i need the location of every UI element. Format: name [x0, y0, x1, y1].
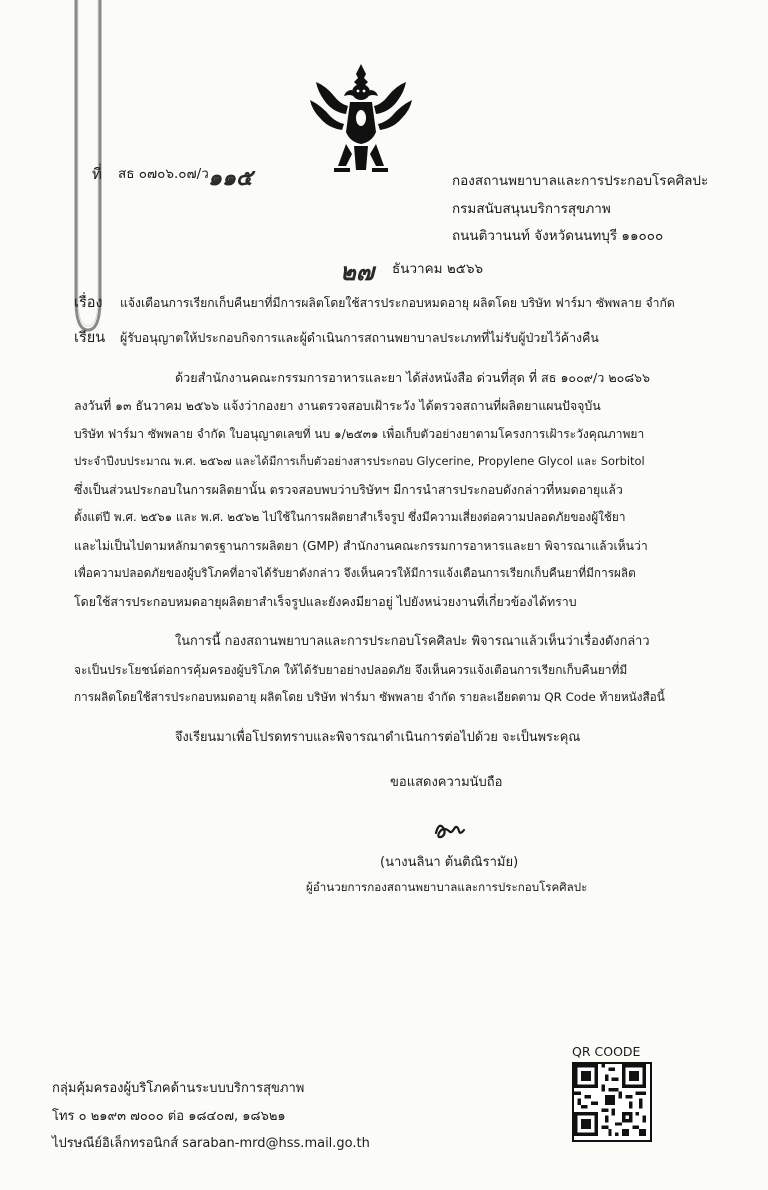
- org-line-2: กรมสนับสนุนบริการสุขภาพ: [452, 201, 611, 217]
- para1-line-2: ลงวันที่ ๑๓ ธันวาคม ๒๕๖๖ แจ้งว่ากองยา งานตรวจสอบเฝ้าระวัง ได้ตรวจสถานที่ผลิตยาแผนปัจจุบัน: [74, 398, 601, 413]
- para1-line-4: ประจำปีงบประมาณ พ.ศ. ๒๕๖๗ และได้มีการเก็บตัวอย่างสารประกอบ Glycerine, Propylene Glycol และ Sorbitol: [74, 454, 645, 468]
- subject-text: แจ้งเตือนการเรียกเก็บคืนยาที่มีการผลิตโดยใช้สารประกอบหมดอายุ ผลิตโดย บริษัท ฟาร์มา ซัพพลาย จำกัด: [120, 296, 675, 310]
- ref-label: ที่: [92, 165, 102, 183]
- garuda-emblem-icon: [306, 60, 416, 180]
- para1-line-8: เพื่อความปลอดภัยของผู้บริโภคที่อาจได้รับยาดังกล่าว จึงเห็นควรให้มีการแจ้งเตือนการเรียกเก็บคืนยาที่มีการผลิต: [74, 566, 636, 580]
- para1-line-6: ตั้งแต่ปี พ.ศ. ๒๕๖๑ และ พ.ศ. ๒๕๖๒ ไปใช้ในการผลิตยาสำเร็จรูป ซึ่งมีความเสี่ยงต่อความปลอดภัยของผู้ใช้ยา: [74, 510, 626, 524]
- qr-code-icon: [574, 1064, 646, 1136]
- para1-line-5: ซึ่งเป็นส่วนประกอบในการผลิตยานั้น ตรวจสอบพบว่าบริษัทฯ มีการนำสารประกอบดังกล่าวที่หมดอายุแล้ว: [74, 482, 623, 497]
- org-line-1: กองสถานพยาบาลและการประกอบโรคศิลปะ: [452, 173, 709, 189]
- signature-mark: [433, 816, 467, 842]
- para1-line-1: ด้วยสำนักงานคณะกรรมการอาหารและยา ได้ส่งหนังสือ ด่วนที่สุด ที่ สธ ๑๐๐๙/ว ๒๐๘๖๖: [175, 370, 651, 385]
- para2-line-1: ในการนี้ กองสถานพยาบาลและการประกอบโรคศิลปะ พิจารณาแล้วเห็นว่าเรื่องดังกล่าว: [175, 634, 650, 649]
- footer-email: ไปรษณีย์อิเล็กทรอนิกส์ saraban-mrd@hss.mail.go.th: [52, 1136, 370, 1151]
- footer-phone: โทร ๐ ๒๑๙๓ ๗๐๐๐ ต่อ ๑๘๔๐๗, ๑๘๖๒๑: [52, 1109, 286, 1124]
- para1-line-7: และไม่เป็นไปตามหลักมาตรฐานการผลิตยา (GMP) สำนักงานคณะกรรมการอาหารและยา พิจารณาแล้วเห็นว่า: [74, 539, 648, 553]
- footer-dept: กลุ่มคุ้มครองผู้บริโภคด้านระบบบริการสุขภาพ: [52, 1081, 305, 1096]
- to-text: ผู้รับอนุญาตให้ประกอบกิจการและผู้ดำเนินการสถานพยาบาลประเภทที่ไม่รับผู้ป่วยไว้ค้างคืน: [120, 330, 599, 345]
- para3: จึงเรียนมาเพื่อโปรดทราบและพิจารณาดำเนินการต่อไปด้วย จะเป็นพระคุณ: [175, 730, 581, 745]
- org-line-3: ถนนติวานนท์ จังหวัดนนทบุรี ๑๑๐๐๐: [452, 228, 664, 244]
- subject-label: เรื่อง: [74, 295, 103, 311]
- para2-line-3: การผลิตโดยใช้สารประกอบหมดอายุ ผลิตโดย บริษัท ฟาร์มา ซัพพลาย จำกัด รายละเอียดตาม QR Code ท้ายหนังสือนี้: [74, 690, 665, 704]
- ref-number-handwritten: ๑๑๕: [208, 165, 253, 191]
- date-text: ธันวาคม ๒๕๖๖: [392, 261, 484, 277]
- para1-line-3: บริษัท ฟาร์มา ซัพพลาย จำกัด ใบอนุญาตเลขที่ นบ ๑/๒๕๓๑ เพื่อเก็บตัวอย่างยาตามโครงการเฝ้าระวังคุณภาพยา: [74, 427, 645, 441]
- para1-line-9: โดยใช้สารประกอบหมดอายุผลิตยาสำเร็จรูปและยังคงมียาอยู่ ไปยังหน่วยงานที่เกี่ยวข้องได้ทราบ: [74, 594, 577, 609]
- signer-name: (นางนลินา ต้นติณิรามัย): [380, 855, 519, 870]
- para2-line-2: จะเป็นประโยชน์ต่อการคุ้มครองผู้บริโภค ให้ได้รับยาอย่างปลอดภัย จึงเห็นควรแจ้งเตือนการเรียกเก็บคืนยาที่มี: [74, 663, 628, 677]
- qr-label: QR COODE: [572, 1044, 641, 1059]
- signer-title: ผู้อำนวยการกองสถานพยาบาลและการประกอบโรคศิลปะ: [306, 880, 588, 894]
- to-label: เรียน: [74, 330, 106, 346]
- date-day-handwritten: ๒๗: [340, 257, 374, 286]
- closing-regards: ขอแสดงความนับถือ: [390, 775, 503, 790]
- ref-number: สธ ๐๗๐๖.๐๗/ว: [118, 166, 209, 182]
- qr-code[interactable]: [572, 1062, 652, 1142]
